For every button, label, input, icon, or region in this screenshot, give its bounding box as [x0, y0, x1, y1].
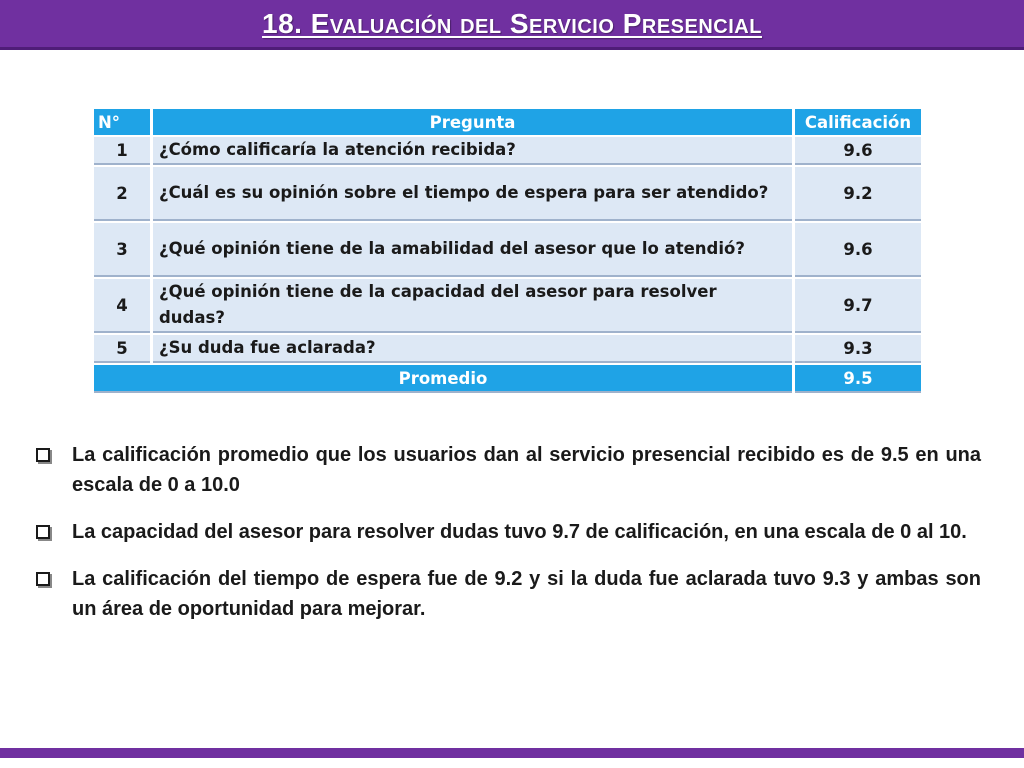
- row-question: ¿Cuál es su opinión sobre el tiempo de espera para ser atendido?: [153, 167, 792, 221]
- row-num: 3: [94, 223, 150, 277]
- checkbox-bullet-icon: [36, 525, 50, 539]
- bullet-text: La capacidad del asesor para resolver dudas tuvo 9.7 de calificación, en una escala de 0 al 10.: [72, 521, 967, 543]
- row-score: 9.6: [795, 137, 921, 165]
- list-item: [36, 564, 981, 624]
- table-row: [94, 167, 921, 221]
- table-row: [94, 335, 921, 363]
- bullet-text: La calificación promedio que los usuarios dan al servicio presencial recibido es de 9.5 en una escala de 0 a 10.0: [72, 444, 981, 496]
- row-num: 2: [94, 167, 150, 221]
- row-num: 4: [94, 279, 150, 333]
- page-title: 18. Evaluación del Servicio Presencial: [262, 7, 762, 39]
- header-num: N°: [94, 109, 150, 135]
- row-score: 9.6: [795, 223, 921, 277]
- checkbox-bullet-icon: [36, 572, 50, 586]
- average-score: 9.5: [795, 365, 921, 393]
- row-num: 1: [94, 137, 150, 165]
- row-score: 9.3: [795, 335, 921, 363]
- row-score: 9.7: [795, 279, 921, 333]
- list-item: [36, 517, 981, 547]
- row-question: ¿Qué opinión tiene de la amabilidad del asesor que lo atendió?: [153, 223, 792, 277]
- checkbox-bullet-icon: [36, 448, 50, 462]
- bullet-text: La calificación del tiempo de espera fue de 9.2 y si la duda fue aclarada tuvo 9.3 y ambas son un área de oportunidad para mejorar.: [72, 568, 981, 620]
- row-question: ¿Cómo calificaría la atención recibida?: [153, 137, 792, 165]
- row-num: 5: [94, 335, 150, 363]
- header-score: Calificación: [795, 109, 921, 135]
- header-question: Pregunta: [153, 109, 792, 135]
- table-header-row: [94, 109, 921, 135]
- average-row: [94, 365, 921, 393]
- row-score: 9.2: [795, 167, 921, 221]
- row-question: ¿Su duda fue aclarada?: [153, 335, 792, 363]
- table-row: [94, 137, 921, 165]
- title-banner: [0, 0, 1024, 50]
- average-label: Promedio: [94, 365, 792, 393]
- row-question: ¿Qué opinión tiene de la capacidad del asesor para resolver dudas?: [153, 279, 792, 333]
- bullet-list: [36, 440, 981, 641]
- footer-bar: [0, 748, 1024, 758]
- list-item: [36, 440, 981, 500]
- survey-table: [91, 107, 924, 395]
- table-row: [94, 279, 921, 333]
- table-row: [94, 223, 921, 277]
